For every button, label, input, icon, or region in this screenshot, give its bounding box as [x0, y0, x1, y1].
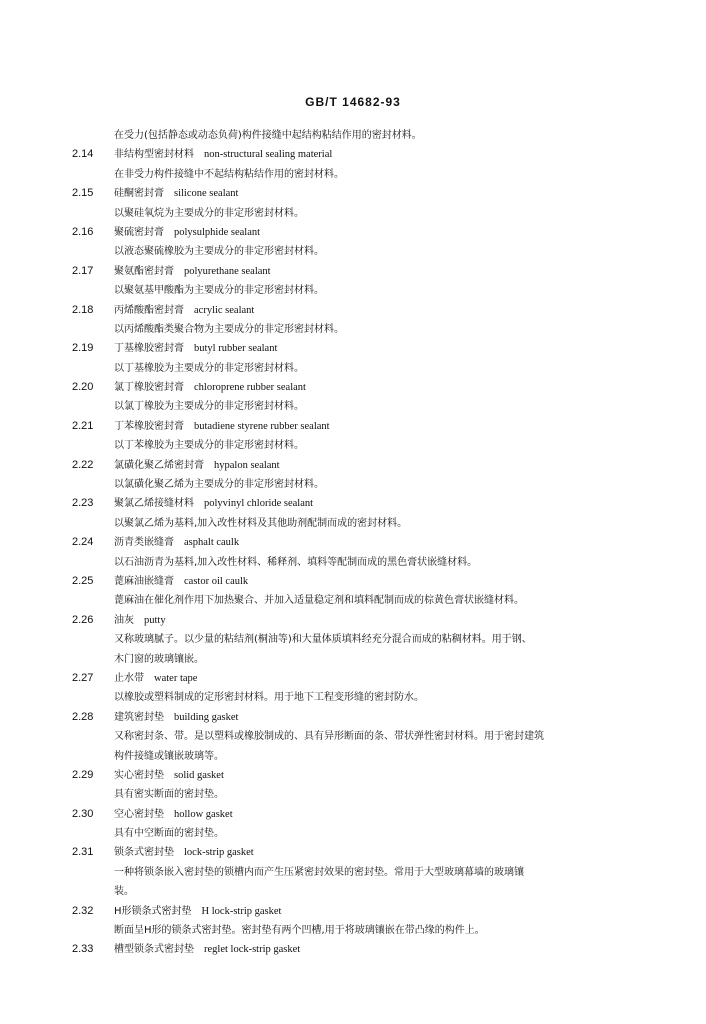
term-number: 2.29 [72, 768, 94, 781]
term-entry [72, 184, 662, 203]
term-number: 2.18 [72, 303, 94, 316]
term-chinese: H形锁条式密封垫 [114, 905, 192, 917]
term-chinese: 非结构型密封材料 [114, 149, 194, 161]
term-definition: 以氯磺化聚乙烯为主要成分的非定形密封材料。 [114, 479, 324, 491]
term-definition: 以丁苯橡胶为主要成分的非定形密封材料。 [114, 440, 304, 452]
term-number: 2.26 [72, 613, 94, 626]
term-chinese: 聚氯乙烯接缝材料 [114, 498, 194, 510]
term-number: 2.17 [72, 264, 94, 277]
term-entry [72, 805, 662, 824]
term-definition: 木门窗的玻璃镶嵌。 [114, 653, 204, 665]
term-entry [72, 902, 662, 921]
term-entry [72, 940, 662, 959]
term-chinese: 氯丁橡胶密封膏 [114, 382, 184, 394]
term-definition: 以石油沥青为基料,加入改性材料、稀释剂、填料等配制而成的黑色膏状嵌缝材料。 [114, 556, 478, 568]
term-entries [72, 145, 662, 959]
term-english: solid gasket [174, 769, 224, 781]
term-english: silicone sealant [174, 188, 239, 200]
term-chinese: 锁条式密封垫 [114, 847, 174, 859]
term-number: 2.16 [72, 225, 94, 238]
term-chinese: 聚硫密封膏 [114, 226, 164, 238]
term-english: butyl rubber sealant [194, 343, 278, 355]
term-chinese: 硅酮密封膏 [114, 188, 164, 200]
term-entry [72, 145, 662, 164]
term-chinese: 止水带 [114, 672, 144, 684]
term-entry [72, 417, 662, 436]
term-entry [72, 669, 662, 688]
term-entry [72, 223, 662, 242]
term-english: butadiene styrene rubber sealant [194, 420, 330, 432]
term-chinese: 油灰 [114, 614, 134, 626]
term-definition: 装。 [114, 886, 134, 898]
term-chinese: 丁苯橡胶密封膏 [114, 420, 184, 432]
term-english: polyurethane sealant [184, 265, 271, 277]
term-chinese: 丙烯酸酯密封膏 [114, 304, 184, 316]
term-chinese: 建筑密封垫 [114, 711, 164, 723]
term-entry [72, 611, 662, 630]
term-number: 2.32 [72, 904, 94, 917]
term-definition: 具有密实断面的密封垫。 [114, 789, 224, 801]
term-number: 2.25 [72, 574, 94, 587]
term-english: castor oil caulk [184, 575, 249, 587]
term-english: hollow gasket [174, 808, 233, 820]
term-entry [72, 378, 662, 397]
term-entry [72, 262, 662, 281]
term-number: 2.20 [72, 381, 94, 394]
term-chinese: 沥青类嵌缝膏 [114, 537, 174, 549]
term-english: asphalt caulk [184, 537, 240, 549]
term-english: non-structural sealing material [204, 149, 333, 161]
term-definition: 以氯丁橡胶为主要成分的非定形密封材料。 [114, 401, 304, 413]
term-definition: 以丁基橡胶为主要成分的非定形密封材料。 [114, 362, 304, 374]
term-english: water tape [154, 672, 198, 684]
term-english: reglet lock-strip gasket [204, 944, 301, 956]
term-english: polyvinyl chloride sealant [204, 498, 314, 510]
term-number: 2.19 [72, 342, 94, 355]
term-definition: 构件接缝或镶嵌玻璃等。 [114, 750, 224, 762]
term-number: 2.22 [72, 458, 94, 471]
term-number: 2.15 [72, 187, 94, 200]
document-body [72, 126, 662, 960]
term-definition: 在非受力构件接缝中不起结构粘结作用的密封材料。 [114, 168, 344, 180]
term-definition: 又称密封条、带。是以塑料或橡胶制成的、具有异形断面的条、带状弹性密封材料。用于密封建筑 [114, 731, 544, 743]
term-number: 2.28 [72, 710, 94, 723]
term-definition: 以丙烯酸酯类聚合物为主要成分的非定形密封材料。 [114, 323, 344, 335]
term-english: acrylic sealant [194, 304, 255, 316]
term-entry [72, 339, 662, 358]
term-definition: 以聚硅氧烷为主要成分的非定形密封材料。 [114, 207, 304, 219]
term-definition: 以聚氨基甲酸酯为主要成分的非定形密封材料。 [114, 285, 324, 297]
term-number: 2.14 [72, 148, 94, 161]
term-entry [72, 533, 662, 552]
term-number: 2.27 [72, 671, 94, 684]
term-english: hypalon sealant [214, 459, 280, 471]
continuation-text: 在受力(包括静态或动态负荷)构件接缝中起结构粘结作用的密封材料。 [114, 130, 422, 141]
term-definition: 蓖麻油在催化剂作用下加热聚合、并加入适量稳定剂和填料配制而成的棕黄色膏状嵌缝材料。 [114, 595, 524, 607]
term-definition: 又称玻璃腻子。以少量的粘结剂(桐油等)和大量体质填料经充分混合而成的粘稠材料。用于钢、 [114, 634, 532, 646]
term-chinese: 聚氨酯密封膏 [114, 265, 174, 277]
term-definition: 断面呈H形的锁条式密封垫。密封垫有两个凹槽,用于将玻璃镶嵌在带凸缘的构件上。 [114, 925, 485, 937]
term-chinese: 实心密封垫 [114, 769, 164, 781]
term-number: 2.30 [72, 807, 94, 820]
term-entry [72, 843, 662, 862]
term-entry [72, 708, 662, 727]
term-number: 2.31 [72, 846, 94, 859]
term-number: 2.23 [72, 497, 94, 510]
term-entry [72, 456, 662, 475]
term-chinese: 氯磺化聚乙烯密封膏 [114, 459, 204, 471]
term-chinese: 空心密封垫 [114, 808, 164, 820]
term-number: 2.33 [72, 943, 94, 956]
term-english: chloroprene rubber sealant [194, 382, 306, 394]
term-number: 2.24 [72, 536, 94, 549]
term-chinese: 蓖麻油嵌缝膏 [114, 575, 174, 587]
term-entry [72, 766, 662, 785]
term-chinese: 槽型锁条式密封垫 [114, 944, 194, 956]
page-header: GB/T 14682-93 [305, 95, 401, 109]
term-english: building gasket [174, 711, 239, 723]
term-definition: 具有中空断面的密封垫。 [114, 828, 224, 840]
term-entry [72, 494, 662, 513]
term-english: putty [144, 614, 166, 626]
term-definition: 以橡胶或塑料制成的定形密封材料。用于地下工程变形缝的密封防水。 [114, 692, 424, 704]
term-english: polysulphide sealant [174, 226, 261, 238]
term-definition: 以液态聚硫橡胶为主要成分的非定形密封材料。 [114, 246, 324, 258]
term-definition: 以聚氯乙烯为基料,加入改性材料及其他助剂配制而成的密封材料。 [114, 517, 408, 529]
term-number: 2.21 [72, 419, 94, 432]
term-english: H lock-strip gasket [201, 905, 282, 917]
term-entry [72, 301, 662, 320]
term-chinese: 丁基橡胶密封膏 [114, 343, 184, 355]
term-definition: 一种将锁条嵌入密封垫的锁槽内而产生压紧密封效果的密封垫。常用于大型玻璃幕墙的玻璃镶 [114, 866, 524, 878]
term-entry [72, 572, 662, 591]
term-english: lock-strip gasket [184, 847, 254, 859]
